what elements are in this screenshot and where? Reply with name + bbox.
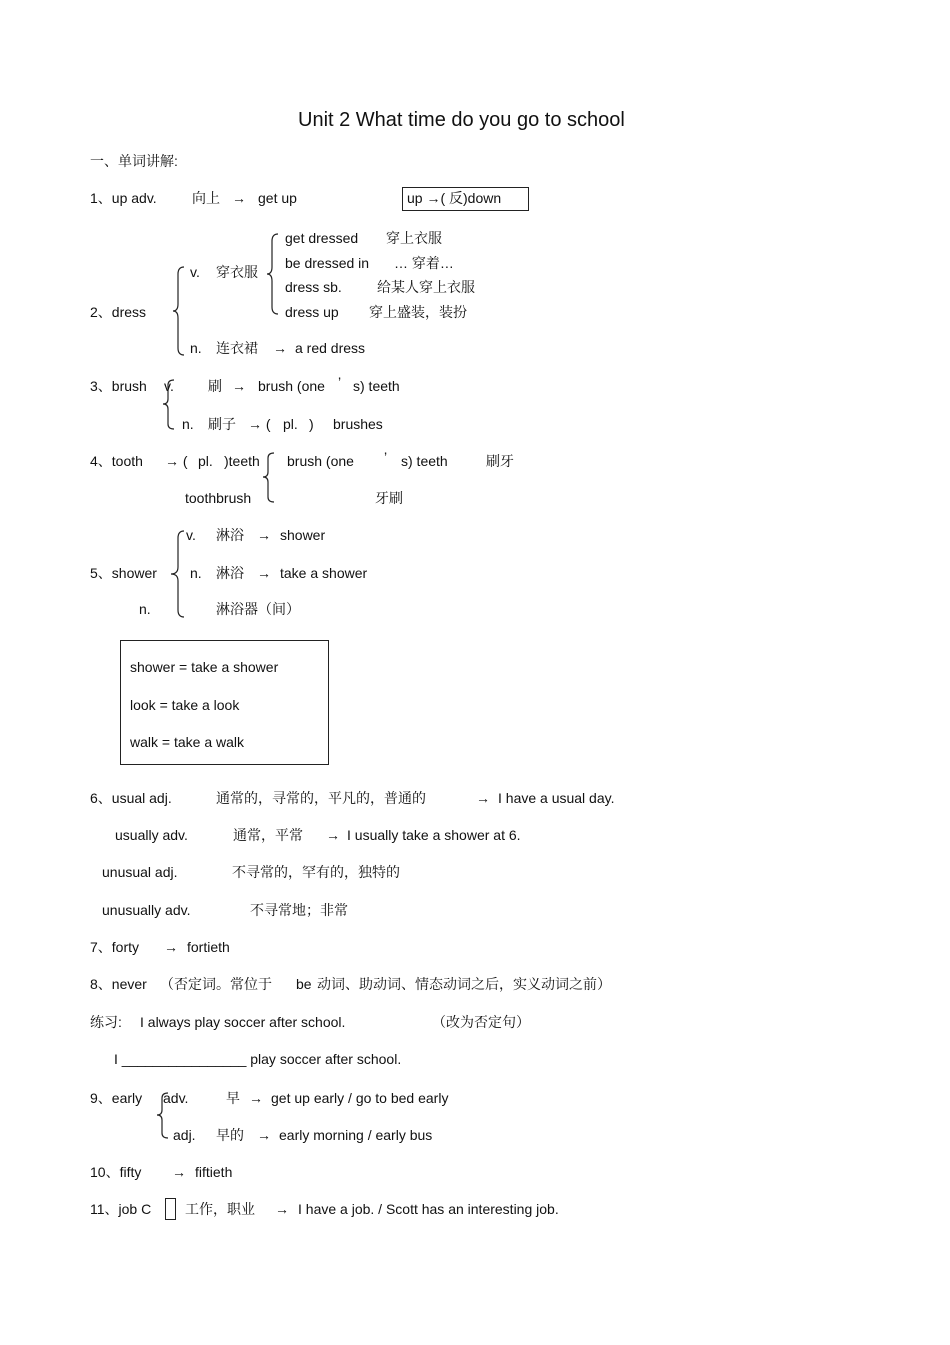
box-line: walk = take a walk (130, 734, 244, 750)
entry-example: I usually take a shower at 6. (347, 827, 521, 843)
arrow-icon: → (164, 939, 178, 955)
antonym-text: up →( 反)down (407, 190, 502, 206)
entry-number: 2、dress (90, 304, 147, 320)
pos-label: adv. (163, 1090, 189, 1106)
entry-number: 9、early (90, 1090, 143, 1106)
pos-meaning: 淋浴 (216, 527, 244, 543)
entry-example: I have a usual day. (498, 790, 615, 806)
practice-instruction: （改为否定句） (432, 1014, 530, 1030)
entry-meaning: 不寻常地；非常 (250, 902, 348, 918)
brace-icon (266, 233, 280, 315)
entry-number: 3、brush (90, 378, 147, 394)
arrow-icon: → (275, 1201, 289, 1217)
box-line: shower = take a shower (130, 659, 279, 675)
entry-word: unusual adj. (102, 864, 178, 880)
entry-word: unusually adv. (102, 902, 191, 918)
entry-word: fiftieth (195, 1164, 233, 1180)
missing-glyph-icon (165, 1198, 176, 1220)
brace-icon (172, 266, 186, 356)
entry-number: 8、never (90, 976, 147, 992)
entry-number: 7、forty (90, 939, 140, 955)
pos-label: n. (190, 565, 202, 581)
page-title: Unit 2 What time do you go to school (298, 109, 625, 131)
pos-meaning: 淋浴 (216, 565, 244, 581)
pos-label: v. (164, 378, 174, 394)
entry-meaning: 不寻常的，罕有的，独特的 (232, 864, 400, 880)
entry-phrase: get up (258, 190, 297, 206)
entry-phrase: brush (one (258, 378, 325, 394)
entry-number: 6、usual adj. (90, 790, 172, 806)
arrow-icon: → (172, 1164, 186, 1180)
plural-label: pl. (283, 416, 298, 432)
arrow-icon: → (257, 1127, 271, 1143)
arrow-icon: → (232, 378, 246, 394)
entry-example: early morning / early bus (279, 1127, 433, 1143)
entry-number: 4、tooth (90, 453, 143, 469)
entry-phrase: brush (one (287, 453, 354, 469)
phrase-en: dress sb. (285, 279, 342, 295)
entry-word: )teeth (224, 453, 260, 469)
pos-meaning: 连衣裙 (216, 340, 258, 356)
arrow-icon: → (476, 790, 490, 806)
plural-label: pl. (198, 453, 213, 469)
phrase-cn: 穿上衣服 (386, 230, 442, 246)
phrase-cn: 给某人穿上衣服 (377, 279, 475, 295)
answer-blank: I ________________ play soccer after school. (114, 1051, 402, 1067)
pos-label: n. (139, 601, 151, 617)
pos-meaning: 早的 (216, 1127, 244, 1143)
entry-note: 动词、助动词、情态动词之后，实义动词之前） (317, 976, 611, 992)
phrase-cn: 穿上盛装，装扮 (369, 304, 467, 320)
entry-word: toothbrush (185, 490, 252, 506)
pos-meaning: 穿衣服 (216, 264, 258, 280)
entry-example: get up early / go to bed early (271, 1090, 449, 1106)
entry-note: be (296, 976, 312, 992)
entry-phrase: s) teeth (401, 453, 448, 469)
pos-label: n. (190, 340, 202, 356)
pos-label: v. (190, 264, 200, 280)
arrow-icon: → (249, 1090, 263, 1106)
phrase-cn: 牙刷 (375, 490, 403, 506)
arrow-icon: → (273, 340, 287, 356)
entry-number: 5、shower (90, 565, 157, 581)
brace-icon (262, 452, 276, 504)
pos-label: adj. (173, 1127, 196, 1143)
entry-number: 10、fifty (90, 1164, 142, 1180)
entry-number: 1、up adv. (90, 190, 157, 206)
pos-meaning: 淋浴器（间） (216, 601, 300, 617)
entry-meaning: 通常的，寻常的，平凡的，普通的 (216, 790, 426, 806)
paren: ) (309, 416, 314, 432)
practice-sentence: I always play soccer after school. (140, 1014, 346, 1030)
phrase-en: dress up (285, 304, 339, 320)
entry-phrase: take a shower (280, 565, 368, 581)
pos-label: v. (186, 527, 196, 543)
arrow-icon: → ( (165, 453, 188, 469)
entry-meaning: 通常，平常 (233, 827, 303, 843)
section-heading: 一、单词讲解: (90, 153, 178, 169)
practice-label: 练习: (90, 1014, 122, 1030)
entry-meaning: 工作，职业 (185, 1201, 255, 1217)
brace-icon (170, 530, 186, 618)
entry-phrase: s) teeth (353, 378, 400, 394)
pos-meaning: 刷子 (208, 416, 236, 432)
box-line: look = take a look (130, 697, 240, 713)
apostrophe: ’ (384, 449, 388, 465)
arrow-icon: → (232, 190, 246, 206)
entry-phrase: a red dress (295, 340, 366, 356)
entry-word: usually adv. (115, 827, 188, 843)
entry-example: I have a job. / Scott has an interesting job. (298, 1201, 559, 1217)
phrase-cn: 刷牙 (486, 453, 514, 469)
pos-meaning: 早 (226, 1090, 240, 1106)
phrase-box (120, 640, 329, 765)
arrow-icon: → (257, 527, 271, 543)
entry-word: shower (280, 527, 326, 543)
arrow-icon: → ( (248, 416, 271, 432)
phrase-en: get dressed (285, 230, 359, 246)
phrase-en: be dressed in (285, 255, 370, 271)
entry-meaning: 向上 (192, 190, 220, 206)
entry-number: 11、job C (90, 1201, 152, 1217)
entry-note: （否定词。常位于 (160, 976, 272, 992)
arrow-icon: → (326, 827, 340, 843)
pos-meaning: 刷 (208, 378, 222, 394)
apostrophe: ’ (338, 374, 342, 390)
phrase-cn: … 穿着… (394, 255, 454, 271)
entry-word: brushes (333, 416, 383, 432)
pos-label: n. (182, 416, 194, 432)
entry-word: fortieth (187, 939, 230, 955)
arrow-icon: → (257, 565, 271, 581)
